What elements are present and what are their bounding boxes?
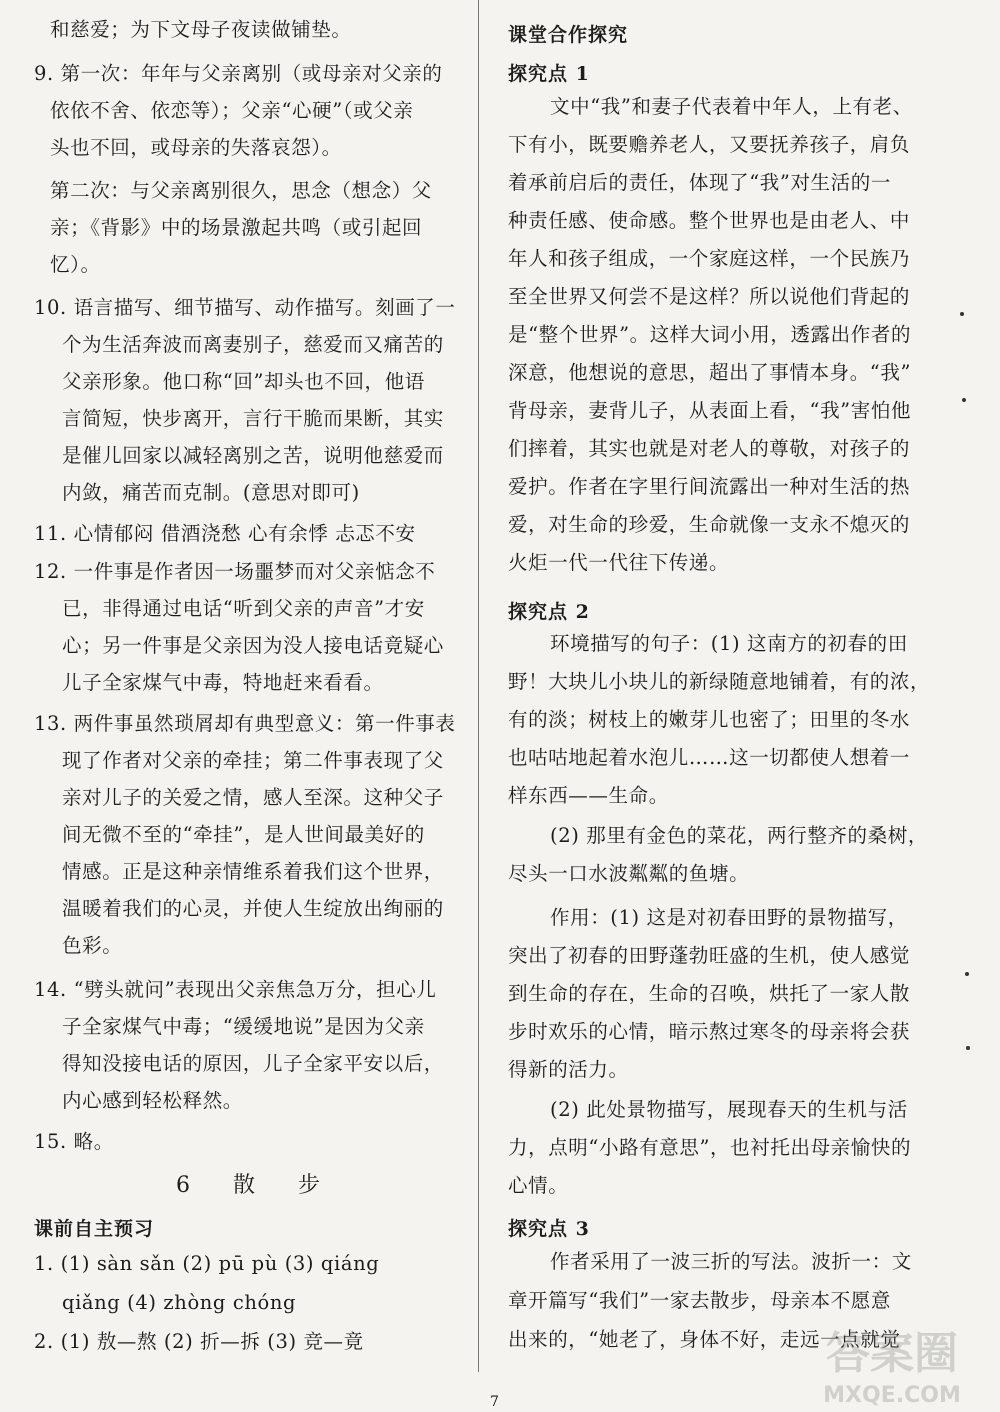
scan-speck <box>962 398 966 402</box>
explore-1-line: 是“整个世界”。这样大词小用，透露出作者的 <box>508 323 912 346</box>
answer-9-line: 第二次：与父亲离别很久，思念（想念）父 <box>50 179 432 202</box>
answer-13-line: 现了作者对父亲的牵挂；第二件事表现了父 <box>62 749 444 772</box>
answer-11-line: 11. 心情郁闷 借酒浇愁 心有余悸 忐忑不安 <box>34 522 416 545</box>
preview-answer-1-cont: qiǎng (4) zhòng chóng <box>62 1291 297 1314</box>
answer-15-line: 15. 略。 <box>34 1130 114 1153</box>
explore-1-line: 种责任感、使命感。整个世界也是由老人、中 <box>508 209 911 232</box>
explore-point-2-title: 探究点 2 <box>508 601 590 623</box>
explore-2-line: 步时欢乐的心情，暗示熬过寒冬的母亲将会获 <box>508 1020 911 1043</box>
explore-1-line: 火炬一代一代往下传递。 <box>508 551 730 574</box>
explore-2-line: 样东西——生命。 <box>508 784 669 807</box>
page-number: 7 <box>490 1394 499 1410</box>
explore-2-line: (2) 此处景物描写，展现春天的生机与活 <box>550 1098 908 1121</box>
explore-3-line: 作者采用了一波三折的写法。波折一：文 <box>550 1250 912 1273</box>
explore-1-line: 至全世界又何尝不是这样？所以说他们背起的 <box>508 285 911 308</box>
explore-1-line: 背母亲，妻背儿子，从表面上看，“我”害怕他 <box>508 399 912 422</box>
explore-2-line: (2) 那里有金色的菜花，两行整齐的桑树， <box>550 824 928 847</box>
explore-2-line: 心情。 <box>508 1174 569 1197</box>
answer-12-line: 心；另一件事是父亲因为没人接电话竟疑心 <box>62 634 444 657</box>
answer-10-line: 是催儿回家以减轻离别之苦，说明他慈爱而 <box>62 444 444 467</box>
answer-10-line: 个为生活奔波而离妻别子，慈爱而又痛苦的 <box>62 333 444 356</box>
explore-1-line: 文中“我”和妻子代表着中年人，上有老、 <box>550 95 913 118</box>
answer-12-line: 12. 一件事是作者因一场噩梦而对父亲惦念不 <box>34 560 436 583</box>
answer-10-line: 内敛，痛苦而克制。(意思对即可) <box>62 481 360 504</box>
answer-9-line: 亲；《背影》中的场景激起共鸣（或引起回 <box>50 216 423 239</box>
explore-3-line: 出来的，“她老了，身体不好，走远一点就觉 <box>508 1328 901 1351</box>
explore-2-line: 力，点明“小路有意思”，也衬托出母亲愉快的 <box>508 1136 912 1159</box>
explore-1-line: 们摔着，其实也就是对老人的尊敬，对孩子的 <box>508 437 911 460</box>
answer-13-line: 情感。正是这种亲情维系着我们这个世界， <box>62 860 444 883</box>
answer-9-line: 9. 第一次：年年与父亲离别（或母亲对父亲的 <box>34 62 443 85</box>
answer-13-line: 13. 两件事虽然琐屑却有典型意义：第一件事表 <box>34 712 456 735</box>
explore-point-1-title: 探究点 1 <box>508 63 590 85</box>
explore-2-line: 作用：(1) 这是对初春田野的景物描写， <box>550 906 908 929</box>
explore-2-line: 野！大块儿小块儿的新绿随意地铺着，有的浓， <box>508 670 931 693</box>
explore-1-line: 下有小，既要赡养老人，又要抚养孩子，肩负 <box>508 133 911 156</box>
answer-13-line: 色彩。 <box>62 934 123 957</box>
explore-2-line: 有的淡；树枝上的嫩芽儿也密了；田里的冬水 <box>508 708 911 731</box>
answer-10-line: 父亲形象。他口称“回”却头也不回，他语 <box>62 370 425 393</box>
scan-speck <box>966 1046 970 1050</box>
explore-1-line: 年人和孩子组成，一个家庭这样，一个民族乃 <box>508 247 911 270</box>
answer-14-line: 得知没接电话的原因，儿子全家平安以后， <box>62 1052 444 1075</box>
section-heading: 课前自主预习 <box>34 1218 155 1240</box>
watermark-logo <box>792 1318 992 1410</box>
preview-answer-1: 1. (1) sàn sǎn (2) pū pù (3) qiáng <box>34 1252 380 1275</box>
answer-12-line: 已，非得通过电话“听到父亲的声音”才安 <box>62 597 425 620</box>
explore-3-line: 章开篇写“我们”一家去散步，母亲本不愿意 <box>508 1289 891 1312</box>
column-divider <box>478 0 479 1372</box>
explore-2-line: 环境描写的句子：(1) 这南方的初春的田 <box>550 632 908 655</box>
explore-2-line: 尽头一口水波粼粼的鱼塘。 <box>508 862 750 885</box>
explore-point-3-title: 探究点 3 <box>508 1218 590 1240</box>
answer-14-line: 内心感到轻松释然。 <box>62 1089 243 1112</box>
answer-line: 和慈爱；为下文母子夜读做铺垫。 <box>50 18 352 41</box>
answer-13-line: 亲对儿子的关爱之情，感人至深。这种父子 <box>62 786 444 809</box>
answer-9-line: 忆）。 <box>50 253 101 276</box>
watermark-sub: MXQE.COM <box>823 1383 961 1408</box>
explore-1-line: 爱护。作者在字里行间流露出一种对生活的热 <box>508 475 911 498</box>
explore-1-line: 着承前启后的责任，体现了“我”对生活的一 <box>508 171 891 194</box>
chapter-title: 6 散 步 <box>176 1173 338 1198</box>
answer-14-line: 子全家煤气中毒；“缓缓地说”是因为父亲 <box>62 1015 425 1038</box>
explore-1-line: 爱，对生命的珍爱，生命就像一支永不熄灭的 <box>508 513 911 536</box>
answer-9-line: 依依不舍、依恋等）；父亲“心硬”（或父亲 <box>50 99 414 122</box>
explore-1-line: 深意，他想说的意思，超出了事情本身。“我” <box>508 361 912 384</box>
preview-answer-2: 2. (1) 敖—熬 (2) 折—拆 (3) 竞—竟 <box>34 1330 364 1353</box>
answer-13-line: 间无微不至的“牵挂”，是人世间最美好的 <box>62 823 425 846</box>
answer-14-line: 14. “劈头就问”表现出父亲焦急万分，担心儿 <box>34 978 437 1001</box>
answer-12-line: 儿子全家煤气中毒，特地赶来看看。 <box>62 671 384 694</box>
answer-9-line: 头也不回，或母亲的失落哀怨）。 <box>50 136 342 159</box>
watermark-main: 答案圈 <box>826 1328 958 1379</box>
answer-13-line: 温暖着我们的心灵，并使人生绽放出绚丽的 <box>62 897 444 920</box>
explore-2-line: 到生命的存在，生命的召唤，烘托了一家人散 <box>508 982 911 1005</box>
explore-2-line: 突出了初春的田野蓬勃旺盛的生机，使人感觉 <box>508 944 911 967</box>
explore-2-line: 得新的活力。 <box>508 1058 629 1081</box>
answer-10-line: 言简短，快步离开，言行干脆而果断，其实 <box>62 407 444 430</box>
answer-10-line: 10. 语言描写、细节描写、动作描写。刻画了一 <box>34 296 456 319</box>
section-heading: 课堂合作探究 <box>508 24 629 46</box>
scan-speck <box>960 312 964 316</box>
explore-2-line: 也咕咕地起着水泡儿……这一切都使人想着一 <box>508 746 911 769</box>
scan-speck <box>965 972 969 976</box>
